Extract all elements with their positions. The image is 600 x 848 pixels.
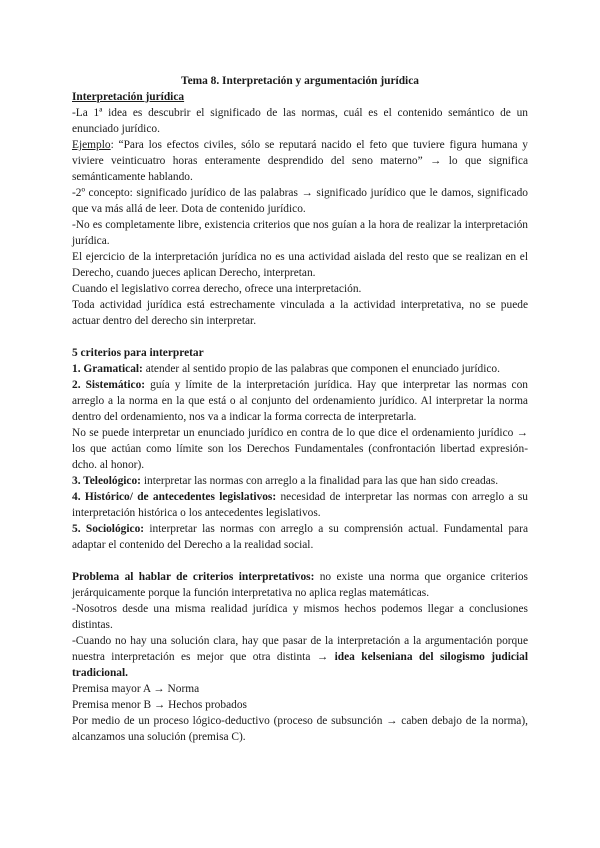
criterion-item <box>72 361 528 377</box>
premise-line: Premisa menor B → Hechos probados <box>72 699 247 711</box>
criterion-text: atender al sentido propio de las palabras que componen el enunciado jurídico. <box>142 363 500 375</box>
paragraph: -La 1ª idea es descubrir el significado de las normas, cuál es el contenido semántico de un enunciado jurídico. <box>72 107 528 135</box>
criterion-item <box>72 489 528 521</box>
argument-text: -Cuando no hay una solución clara, hay que pasar de la interpretación a la argumentación porque nuestra interpretación es mejor que otra distinta <box>72 635 528 663</box>
criterion-label: 4. Histórico/ de antecedentes legislativos: <box>72 491 277 503</box>
paragraph: Por medio de un proceso lógico-deductivo (proceso de subsunción → caben debajo de la norma), alcanzamos una solución (premisa C). <box>72 715 528 743</box>
paragraph: No se puede interpretar un enunciado jurídico en contra de lo que dice el ordenamiento jurídico → los que actúan como límite son los Derechos Fundamentales (confrontación libertad expresión-dcho. al honor). <box>72 427 528 471</box>
paragraph: -2º concepto: significado jurídico de las palabras → significado jurídico que le damos, significado que va más allá de leer. Dota de contenido jurídico. <box>72 187 528 215</box>
example-paragraph <box>72 137 528 185</box>
criterion-label: 5. Sociológico: <box>72 523 145 535</box>
section-heading-criterios: 5 criterios para interpretar <box>72 347 204 359</box>
problem-label: Problema al hablar de criterios interpretativos: <box>72 571 315 583</box>
paragraph: El ejercicio de la interpretación jurídica no es una actividad aislada del resto que se realizan en el Derecho, cuando jueces aplican Derecho, interpretan. <box>72 251 528 279</box>
criterion-text: guía y límite de la interpretación jurídica. Hay que interpretar las normas con arreglo a la norma en la que está o al conjunto del ordenamiento jurídico. Al interpretar la norma dentro del ordenamiento, nos va a indicar la forma correcta de interpretarla. <box>72 379 529 423</box>
criterion-label: 3. Teleológico: <box>72 475 141 487</box>
spacer <box>72 329 528 345</box>
premise-line: Premisa mayor A → Norma <box>72 683 200 695</box>
page-title: Tema 8. Interpretación y argumentación jurídica <box>181 75 419 87</box>
paragraph <box>72 633 528 681</box>
paragraph: -Nosotros desde una misma realidad jurídica y mismos hechos podemos llegar a conclusiones distintas. <box>72 603 528 631</box>
criterion-item <box>72 377 528 425</box>
argument-bold: → idea kelseniana del silogismo judicial tradicional. <box>72 651 528 679</box>
criterion-text: interpretar las normas con arreglo a la finalidad para las que han sido creadas. <box>140 475 499 487</box>
paragraph: Toda actividad jurídica está estrechamente vinculada a la actividad interpretativa, no se puede actuar dentro del derecho sin interpretar. <box>72 299 528 327</box>
criterion-item <box>72 521 528 553</box>
criterion-text: necesidad de interpretar las normas con arreglo a su interpretación histórica o los antecedentes legislativos. <box>72 491 528 519</box>
spacer <box>72 553 528 569</box>
criterion-text: interpretar las normas con arreglo a su comprensión actual. Fundamental para adaptar el contenido del Derecho a la realidad social. <box>72 523 528 551</box>
example-text: : “Para los efectos civiles, sólo se reputará nacido el feto que tuviere figura humana y viviere veinticuatro horas enteramente desprendido del seno materno” → lo que significa semánticamente hablando. <box>72 139 528 183</box>
example-label: Ejemplo <box>72 139 111 151</box>
paragraph: -No es completamente libre, existencia criterios que nos guían a la hora de realizar la interpretación jurídica. <box>72 219 528 247</box>
problem-text: no existe una norma que organice criterios jerárquicamente porque la función interpretativa no aplica reglas matemáticas. <box>72 571 528 599</box>
criterion-label: 1. Gramatical: <box>72 363 143 375</box>
section-heading-interpretacion: Interpretación jurídica <box>72 91 185 103</box>
criterion-label: 2. Sistemático: <box>72 379 146 391</box>
criterion-item <box>72 473 528 489</box>
problem-paragraph <box>72 569 528 601</box>
paragraph: Cuando el legislativo correa derecho, ofrece una interpretación. <box>72 283 362 295</box>
